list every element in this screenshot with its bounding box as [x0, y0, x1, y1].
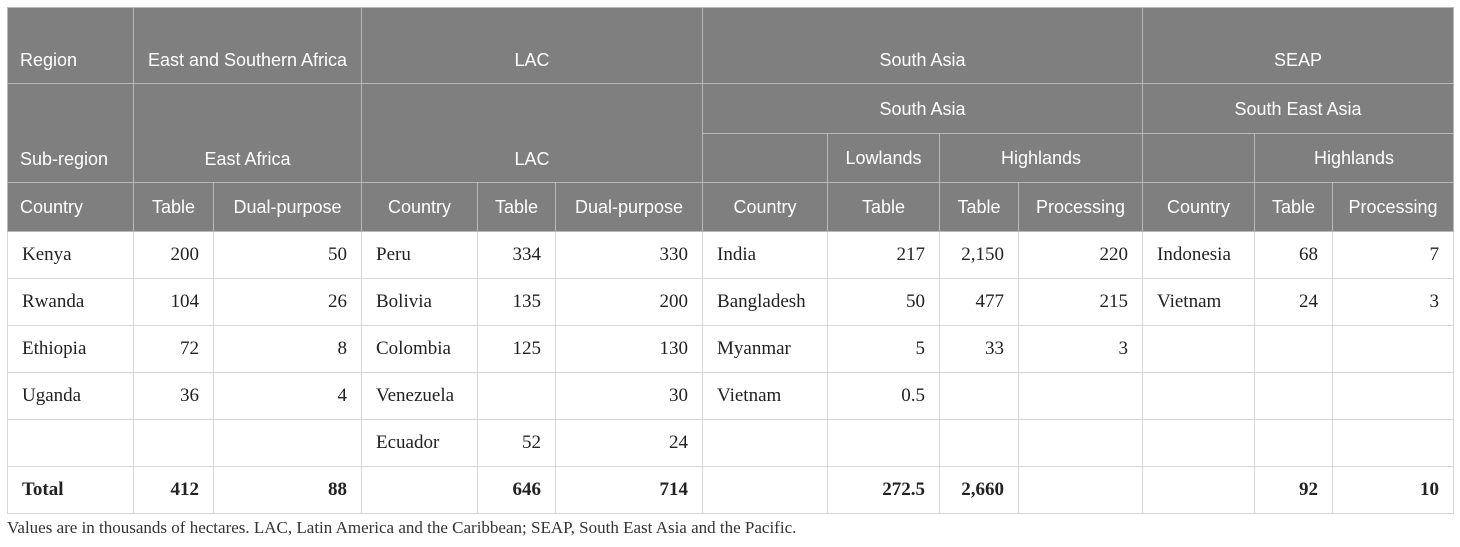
value-cell — [134, 420, 214, 467]
value-cell: 135 — [478, 279, 556, 326]
country-cell: Uganda — [8, 373, 134, 420]
value-cell — [940, 420, 1019, 467]
country-cell: Ethiopia — [8, 326, 134, 373]
value-cell: 26 — [214, 279, 362, 326]
country-cell: Colombia — [362, 326, 478, 373]
country-cell — [8, 420, 134, 467]
value-cell: 24 — [1255, 279, 1333, 326]
value-cell: 217 — [828, 232, 940, 279]
value-cell — [1255, 326, 1333, 373]
value-cell: 200 — [134, 232, 214, 279]
country-cell: India — [703, 232, 828, 279]
header-seap-region: SEAP — [1143, 8, 1454, 84]
value-cell — [1255, 373, 1333, 420]
value-cell: 10 — [1333, 467, 1454, 514]
value-cell — [1333, 326, 1454, 373]
value-cell — [1333, 420, 1454, 467]
country-cell — [703, 467, 828, 514]
value-cell — [1019, 420, 1143, 467]
column-header: Country — [703, 183, 828, 232]
value-cell — [214, 420, 362, 467]
country-cell: Ecuador — [362, 420, 478, 467]
header-highlands-south-asia: Highlands — [940, 134, 1143, 183]
value-cell: 477 — [940, 279, 1019, 326]
country-cell: Vietnam — [1143, 279, 1255, 326]
value-cell: 30 — [556, 373, 703, 420]
country-cell: Kenya — [8, 232, 134, 279]
country-cell: Bolivia — [362, 279, 478, 326]
value-cell: 8 — [214, 326, 362, 373]
column-header: Dual-purpose — [214, 183, 362, 232]
country-cell — [703, 420, 828, 467]
country-cell — [1143, 467, 1255, 514]
header-east-africa: East Africa — [134, 84, 362, 183]
value-cell — [940, 373, 1019, 420]
header-south-asia-region: South Asia — [703, 8, 1143, 84]
header-row-region — [8, 8, 1454, 84]
data-table — [7, 7, 1454, 514]
table-row — [8, 279, 1454, 326]
value-cell: 4 — [214, 373, 362, 420]
value-cell: 220 — [1019, 232, 1143, 279]
value-cell — [478, 373, 556, 420]
table-row — [8, 373, 1454, 420]
header-row-columns — [8, 183, 1454, 232]
header-south-east-asia: South East Asia — [1143, 84, 1454, 134]
value-cell: 7 — [1333, 232, 1454, 279]
header-blank-cell — [703, 134, 828, 183]
value-cell: 2,150 — [940, 232, 1019, 279]
header-lac-region: LAC — [362, 8, 703, 84]
value-cell: 50 — [828, 279, 940, 326]
header-lac-subregion: LAC — [362, 84, 703, 183]
value-cell: 412 — [134, 467, 214, 514]
value-cell: 33 — [940, 326, 1019, 373]
country-cell: Venezuela — [362, 373, 478, 420]
header-highlands-south-east-asia: Highlands — [1255, 134, 1454, 183]
value-cell: 272.5 — [828, 467, 940, 514]
country-cell: Rwanda — [8, 279, 134, 326]
column-header: Table — [828, 183, 940, 232]
value-cell: 0.5 — [828, 373, 940, 420]
column-header: Country — [362, 183, 478, 232]
value-cell — [828, 420, 940, 467]
value-cell: 200 — [556, 279, 703, 326]
table-container — [7, 7, 1453, 514]
country-cell: Total — [8, 467, 134, 514]
table-header — [8, 8, 1454, 232]
value-cell: 92 — [1255, 467, 1333, 514]
value-cell — [1019, 467, 1143, 514]
column-header: Processing — [1019, 183, 1143, 232]
header-row-subregion-top — [8, 84, 1454, 134]
subregion-label: Sub-region — [8, 84, 134, 183]
value-cell: 215 — [1019, 279, 1143, 326]
value-cell: 714 — [556, 467, 703, 514]
value-cell: 125 — [478, 326, 556, 373]
column-header: Dual-purpose — [556, 183, 703, 232]
value-cell: 36 — [134, 373, 214, 420]
total-row — [8, 467, 1454, 514]
value-cell: 104 — [134, 279, 214, 326]
region-label: Region — [8, 8, 134, 84]
country-cell — [362, 467, 478, 514]
value-cell: 5 — [828, 326, 940, 373]
value-cell: 3 — [1333, 279, 1454, 326]
value-cell: 334 — [478, 232, 556, 279]
value-cell — [1333, 373, 1454, 420]
country-cell — [1143, 326, 1255, 373]
value-cell: 68 — [1255, 232, 1333, 279]
value-cell — [1255, 420, 1333, 467]
country-cell — [1143, 373, 1255, 420]
country-cell: Vietnam — [703, 373, 828, 420]
table-row — [8, 232, 1454, 279]
table-footnote: Values are in thousands of hectares. LAC, Latin America and the Caribbean; SEAP, South East Asia and the Pacific. — [7, 518, 797, 537]
table-row — [8, 326, 1454, 373]
value-cell: 646 — [478, 467, 556, 514]
value-cell: 330 — [556, 232, 703, 279]
column-header: Table — [940, 183, 1019, 232]
column-header: Processing — [1333, 183, 1454, 232]
country-cell: Bangladesh — [703, 279, 828, 326]
country-cell — [1143, 420, 1255, 467]
country-cell: Indonesia — [1143, 232, 1255, 279]
value-cell: 3 — [1019, 326, 1143, 373]
header-lowlands: Lowlands — [828, 134, 940, 183]
value-cell: 24 — [556, 420, 703, 467]
value-cell: 130 — [556, 326, 703, 373]
country-cell: Myanmar — [703, 326, 828, 373]
table-body — [8, 232, 1454, 514]
value-cell: 72 — [134, 326, 214, 373]
column-header: Table — [478, 183, 556, 232]
column-header: Table — [134, 183, 214, 232]
value-cell — [1019, 373, 1143, 420]
header-blank-cell — [1143, 134, 1255, 183]
value-cell: 50 — [214, 232, 362, 279]
table-row — [8, 420, 1454, 467]
header-south-asia-subregion: South Asia — [703, 84, 1143, 134]
value-cell: 52 — [478, 420, 556, 467]
header-east-southern-africa: East and Southern Africa — [134, 8, 362, 84]
value-cell: 88 — [214, 467, 362, 514]
column-header: Country — [1143, 183, 1255, 232]
value-cell: 2,660 — [940, 467, 1019, 514]
country-cell: Peru — [362, 232, 478, 279]
column-header: Country — [8, 183, 134, 232]
column-header: Table — [1255, 183, 1333, 232]
